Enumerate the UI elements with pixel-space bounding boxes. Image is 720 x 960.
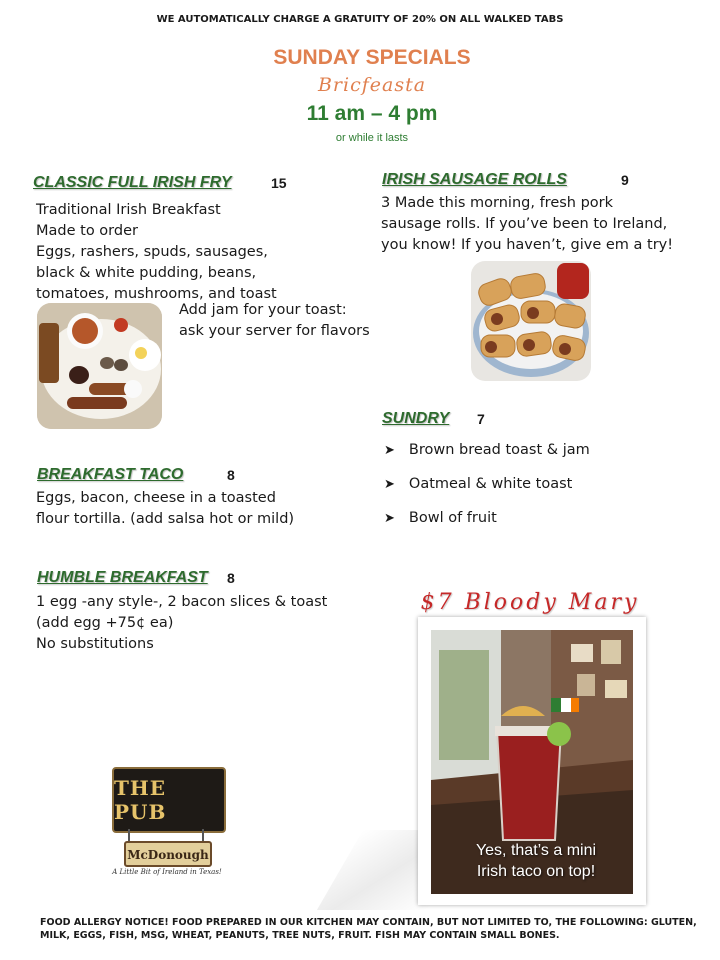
menu-subtitle: Bricfeasta bbox=[317, 74, 427, 96]
list-item bbox=[384, 474, 704, 508]
sausage-rolls-description bbox=[381, 193, 711, 256]
menu-title: SUNDAY SPECIALS bbox=[273, 46, 471, 69]
pub-logo-location: McDonough bbox=[127, 848, 209, 862]
hours-note: or while it lasts bbox=[335, 132, 409, 144]
bloody-mary-caption bbox=[431, 840, 641, 882]
sundry-price: 7 bbox=[477, 411, 485, 427]
description-line: Eggs, bacon, cheese in a toasted bbox=[36, 490, 276, 506]
sign-chain-left bbox=[128, 829, 130, 841]
pub-logo-tagline: A Little Bit of Ireland in Texas! bbox=[112, 868, 222, 876]
full-irish-title: CLASSIC FULL IRISH FRY bbox=[33, 174, 232, 191]
jam-note bbox=[179, 300, 379, 342]
description-line: Made to order bbox=[36, 223, 138, 239]
description-line: Traditional Irish Breakfast bbox=[36, 202, 221, 218]
breakfast-taco-title: BREAKFAST TACO bbox=[37, 466, 184, 483]
sundry-item-label: Bowl of fruit bbox=[408, 510, 497, 526]
sundry-list bbox=[384, 440, 704, 542]
breakfast-plate-icon bbox=[37, 303, 162, 429]
gratuity-notice: WE AUTOMATICALLY CHARGE A GRATUITY OF 20% ON ALL WALKED TABS bbox=[156, 14, 564, 25]
humble-breakfast-title: HUMBLE BREAKFAST bbox=[37, 569, 208, 586]
pub-logo-sign bbox=[112, 767, 226, 833]
humble-breakfast-price: 8 bbox=[227, 570, 235, 586]
sundry-title: SUNDRY bbox=[382, 410, 450, 427]
sign-chain-right bbox=[202, 829, 204, 841]
full-irish-price: 15 bbox=[271, 175, 287, 191]
caption-line: Irish taco on top! bbox=[476, 863, 596, 880]
description-line: tomatoes, mushrooms, and toast bbox=[36, 286, 277, 302]
description-line: No substitutions bbox=[36, 636, 154, 652]
full-irish-description bbox=[36, 200, 336, 305]
pub-logo-location-plate bbox=[124, 841, 212, 867]
description-line: flour tortilla. (add salsa hot or mild) bbox=[36, 511, 295, 527]
humble-breakfast-description bbox=[36, 592, 366, 655]
arrow-bullet-icon: ➤ bbox=[384, 477, 395, 492]
sausage-rolls-photo bbox=[471, 261, 591, 381]
list-item bbox=[384, 508, 704, 542]
sausage-rolls-price: 9 bbox=[621, 172, 629, 188]
full-irish-photo bbox=[37, 303, 162, 429]
description-line: black & white pudding, beans, bbox=[36, 265, 257, 281]
sausage-roll-icon bbox=[471, 261, 591, 381]
list-item bbox=[384, 440, 704, 474]
description-line: sausage rolls. If you’ve been to Ireland, bbox=[381, 216, 668, 232]
sundry-item-label: Oatmeal & white toast bbox=[408, 476, 573, 492]
caption-line: Yes, that’s a mini bbox=[475, 842, 597, 859]
jam-note-line: ask your server for flavors bbox=[179, 323, 370, 339]
sausage-rolls-title: IRISH SAUSAGE ROLLS bbox=[382, 171, 567, 188]
breakfast-taco-price: 8 bbox=[227, 467, 235, 483]
breakfast-taco-description bbox=[36, 488, 356, 530]
arrow-bullet-icon: ➤ bbox=[384, 511, 395, 526]
description-line: 3 Made this morning, fresh pork bbox=[381, 195, 614, 211]
allergy-notice: FOOD ALLERGY NOTICE! FOOD PREPARED IN OUR KITCHEN MAY CONTAIN, BUT NOT LIMITED TO, THE FOLLOWING: GLUTEN, MILK, EGGS, FISH, MSG, WHEAT, PEANUTS, TREE NUTS, FRUIT. FISH MAY CONTAIN SMALL BONES. bbox=[40, 917, 697, 941]
arrow-bullet-icon: ➤ bbox=[384, 443, 395, 458]
description-line: (add egg +75¢ ea) bbox=[36, 615, 174, 631]
bloody-mary-title: $7 Bloody Mary bbox=[420, 590, 640, 615]
sundry-item-label: Brown bread toast & jam bbox=[408, 442, 590, 458]
description-line: you know! If you haven’t, give em a try! bbox=[381, 237, 674, 253]
pub-logo-name: THE PUB bbox=[114, 776, 167, 824]
service-hours: 11 am – 4 pm bbox=[306, 102, 438, 125]
description-line: 1 egg -any style-, 2 bacon slices & toast bbox=[36, 594, 328, 610]
description-line: Eggs, rashers, spuds, sausages, bbox=[36, 244, 268, 260]
jam-note-line: Add jam for your toast: bbox=[179, 302, 347, 318]
